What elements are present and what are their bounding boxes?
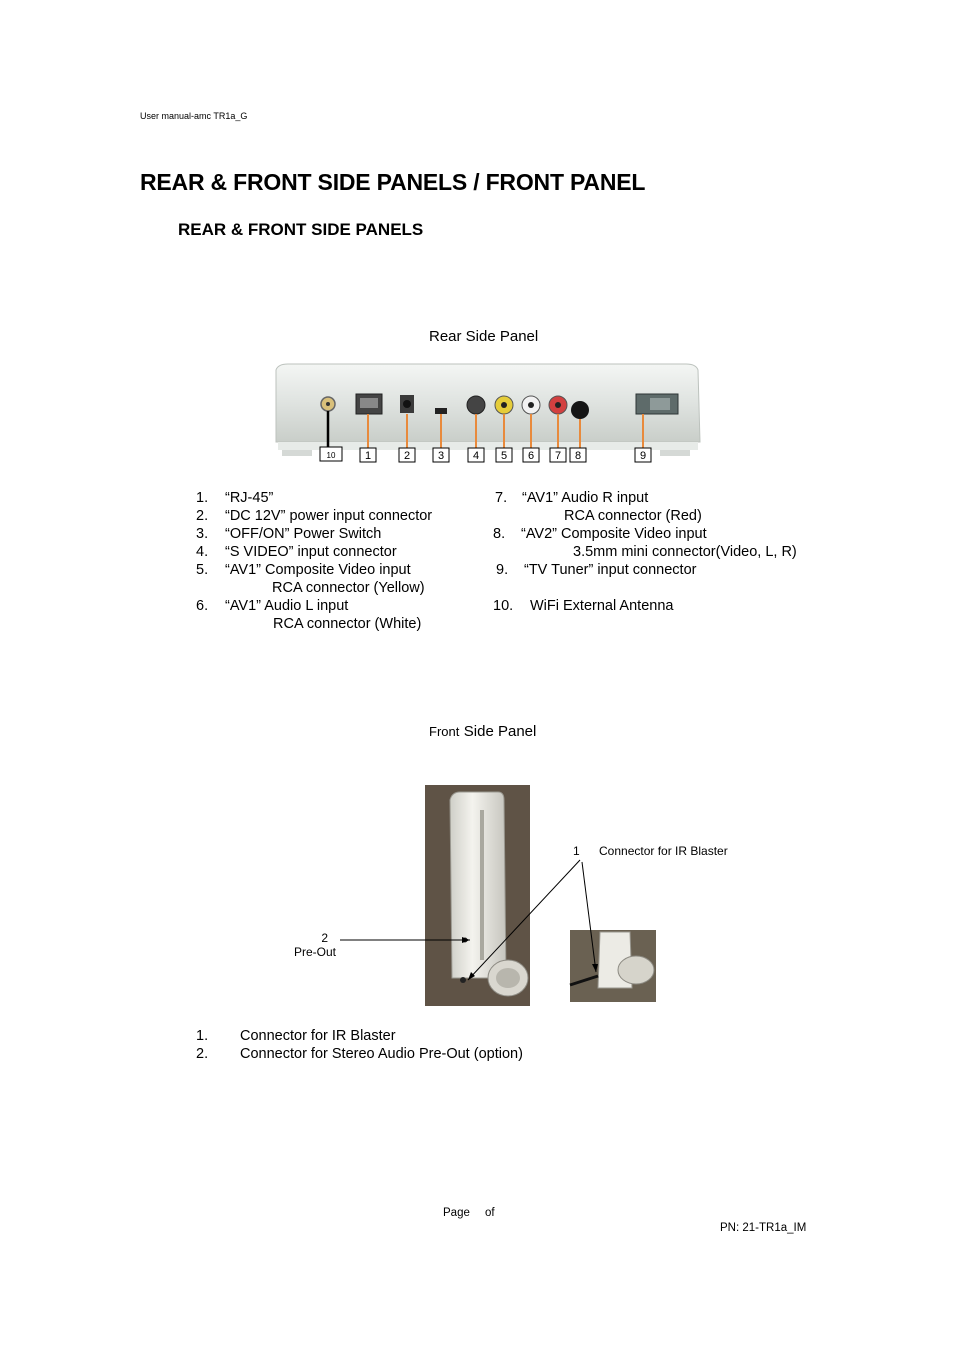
page-label: Page: [443, 1207, 470, 1219]
list-item-sub: RCA connector (White): [273, 616, 422, 632]
part-number: PN: 21-TR1a_IM: [720, 1222, 807, 1234]
list-item-sub: 3.5mm mini connector(Video, L, R): [573, 544, 797, 560]
document-header-label: User manual-amc TR1a_G: [140, 111, 248, 121]
rear-panel-illustration: [258, 358, 708, 473]
marker-label-5: 5: [500, 450, 508, 462]
rear-list-left: 1. “RJ-45” 2. “DC 12V” power input connector 3. “OFF/ON” Power Switch 4. “S VIDEO” input connector 5. “AV1” Composite Video input RCA connector (Yellow) 6. “AV1” Audio L input RCA connector (White): [196, 490, 433, 632]
front-panel-illustration: [270, 780, 750, 1012]
section-heading: REAR & FRONT SIDE PANELS: [178, 220, 424, 239]
marker-label-9: 9: [639, 450, 647, 462]
marker-label-1: 1: [364, 450, 372, 462]
marker-label-6: 6: [527, 450, 535, 462]
front-panel-caption: Front Side Panel: [429, 723, 537, 740]
marker-label-10: 10: [326, 451, 336, 460]
marker-label-2: 2: [403, 450, 411, 462]
of-label: of: [485, 1207, 495, 1219]
marker-label-4: 4: [472, 450, 480, 462]
callout-pre-out: 2 Pre-Out: [293, 931, 336, 959]
marker-label-3: 3: [437, 450, 445, 462]
front-list: 1. Connector for IR Blaster 2. Connector for Stereo Audio Pre-Out (option): [196, 1028, 523, 1062]
marker-label-7: 7: [554, 450, 562, 462]
list-item-sub: RCA connector (Red): [564, 508, 702, 524]
rear-list-right: 7. “AV1” Audio R input RCA connector (Red) 8. “AV2” Composite Video input 3.5mm mini connector(Video, L, R) 9. “TV Tuner” input connector 10. WiFi External Antenna: [493, 490, 797, 614]
page-title: REAR & FRONT SIDE PANELS / FRONT PANEL: [140, 169, 646, 195]
rear-panel-caption: Rear Side Panel: [429, 328, 539, 345]
callout-ir-blaster: 1 Connector for IR Blaster: [573, 844, 728, 858]
marker-label-8: 8: [574, 450, 582, 462]
list-item-sub: RCA connector (Yellow): [272, 580, 425, 596]
